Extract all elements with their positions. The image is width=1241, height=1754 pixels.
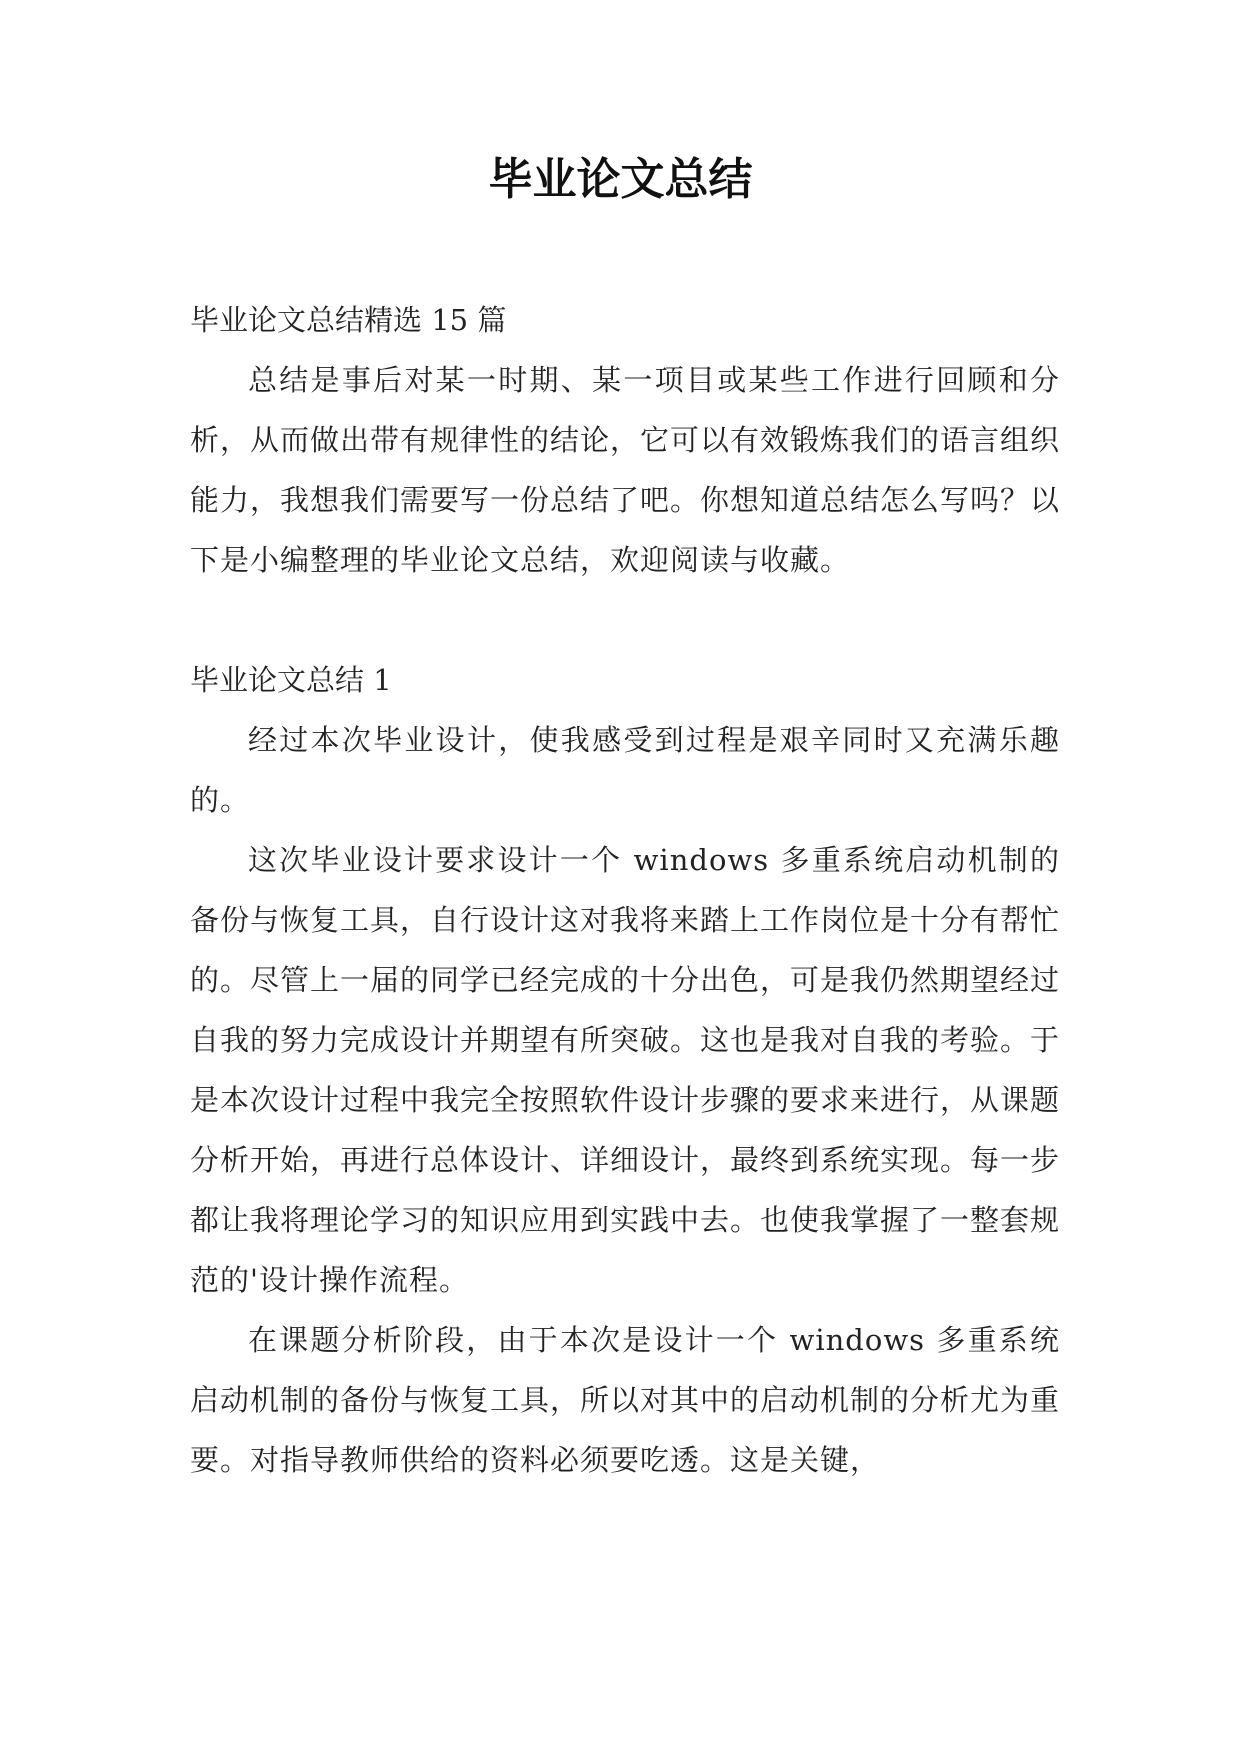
- section-paragraph: 这次毕业设计要求设计一个 windows 多重系统启动机制的备份与恢复工具，自行设计这对我将来踏上工作岗位是十分有帮忙的。尽管上一届的同学已经完成的十分出色，可是我仍然期望经过自我的努力完成设计并期望有所突破。这也是我对自我的考验。于是本次设计过程中我完全按照软件设计步骤的要求来进行，从课题分析开始，再进行总体设计、详细设计，最终到系统实现。每一步都让我将理论学习的知识应用到实践中去。也使我掌握了一整套规范的'设计操作流程。: [190, 843, 1061, 1297]
- document-subtitle: 毕业论文总结精选 15 篇: [190, 303, 507, 337]
- section-paragraph: 在课题分析阶段，由于本次是设计一个 windows 多重系统启动机制的备份与恢复工具，所以对其中的启动机制的分析尤为重要。对指导教师供给的资料必须要吃透。这是关键，: [190, 1323, 1061, 1477]
- intro-paragraph: 总结是事后对某一时期、某一项目或某些工作进行回顾和分析，从而做出带有规律性的结论，它可以有效锻炼我们的语言组织能力，我想我们需要写一份总结了吧。你想知道总结怎么写吗？以下是小编整理的毕业论文总结，欢迎阅读与收藏。: [190, 363, 1061, 577]
- section-paragraph: 经过本次毕业设计，使我感受到过程是艰辛同时又充满乐趣的。: [190, 723, 1060, 817]
- document-body: [190, 290, 1060, 1490]
- document-title: 毕业论文总结: [488, 154, 753, 205]
- section-heading: 毕业论文总结 1: [190, 663, 392, 697]
